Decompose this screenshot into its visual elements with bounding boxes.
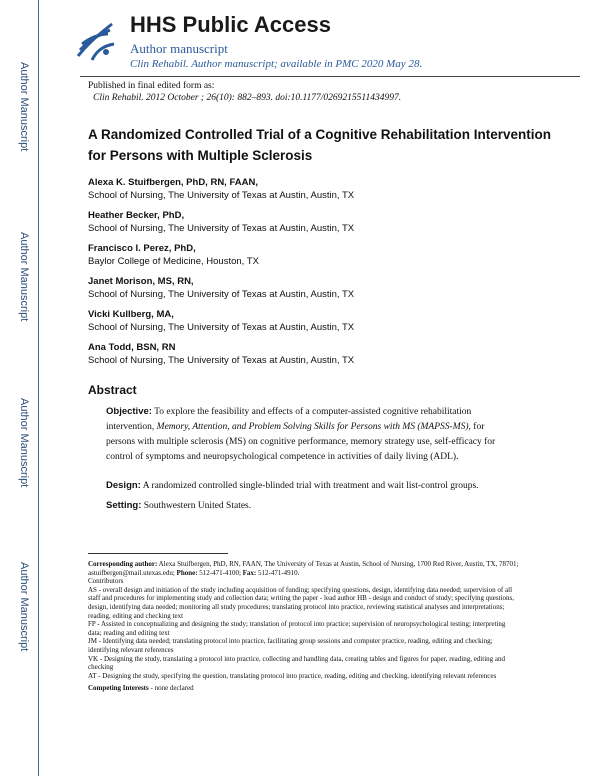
author-list — [88, 176, 558, 374]
contributor-vk: VK - Designing the study, translating a protocol into practice, collecting and handling data, creating tables and figures for paper, reading, editing and checking — [88, 654, 505, 672]
competing-interests-note — [88, 684, 520, 693]
author-name: Janet Morison, MS, RN, — [88, 276, 194, 287]
availability-note: Clin Rehabil. Author manuscript; available in PMC 2020 May 28. — [130, 58, 423, 70]
setting-text: Southwestern United States. — [141, 501, 252, 511]
author-entry — [88, 242, 558, 268]
abstract-objective — [106, 404, 511, 465]
author-affiliation: School of Nursing, The University of Texas at Austin, Austin, TX — [88, 355, 355, 366]
contributor-as: AS - overall design and initiation of the study including acquisition of funding; specifying questions, design, identifying data needed; supervision of all staff and procedures for implementing study and collection data; writing the paper - lead author HB - design and conduct of study; specifying questions, design, identifying data needed; monitoring all study procedures; translating protocol into practice, reviewing statistical analyses and interpretations; reading, editing and checking text — [88, 585, 514, 620]
contributor-jm: JM - Identifying data needed; translating protocol into practice, facilitating group sessions and computer practice, reading, editing and checking; identifying relevant references — [88, 637, 493, 654]
citation: Clin Rehabil. 2012 October ; 26(10): 882–893. doi:10.1177/0269215511434997. — [93, 93, 402, 103]
competing-interests-label: Competing Interests — [88, 684, 149, 693]
author-entry — [88, 209, 558, 235]
competing-interests-text: - none declared — [148, 684, 194, 693]
abstract-heading: Abstract — [88, 383, 137, 397]
contributor-at: AT - Designing the study, specifying the question, translating protocol into practice, reading, editing and checking, identifying relevant references — [88, 671, 497, 680]
publication-info — [88, 80, 401, 104]
sidebar-label-author-manuscript: Author Manuscript — [18, 62, 30, 152]
author-affiliation: School of Nursing, The University of Texas at Austin, Austin, TX — [88, 289, 355, 300]
design-label: Design: — [106, 480, 141, 491]
author-name: Ana Todd, BSN, RN — [88, 342, 176, 353]
sidebar-divider — [38, 0, 39, 776]
objective-text-continued: for persons with multiple sclerosis (MS) on cognitive performance, memory strategy use, self-efficacy for control of symptoms and neuropsychological competence in activities of daily living (ADL). — [106, 422, 496, 462]
author-affiliation: School of Nursing, The University of Texas at Austin, Austin, TX — [88, 322, 355, 333]
corresponding-author-label: Corresponding author: — [88, 560, 158, 568]
design-text: A randomized controlled single-blinded trial with treatment and wait list-control groups. — [140, 481, 479, 491]
fax-text: 512-471-4910. — [256, 568, 300, 577]
abstract-setting — [106, 498, 511, 514]
author-name: Heather Becker, PhD, — [88, 210, 185, 221]
contributors-heading: Contributors — [88, 577, 124, 586]
hhs-eagle-logo-icon — [72, 16, 120, 64]
author-entry — [88, 308, 558, 334]
author-manuscript-label: Author manuscript — [130, 41, 228, 56]
sidebar — [0, 0, 40, 776]
author-affiliation: School of Nursing, The University of Texas at Austin, Austin, TX — [88, 190, 355, 201]
sidebar-label-author-manuscript: Author Manuscript — [18, 232, 30, 322]
author-name: Francisco I. Perez, PhD, — [88, 243, 196, 254]
author-entry — [88, 176, 558, 202]
published-in-label: Published in final edited form as: — [88, 81, 215, 91]
footnote-divider — [88, 553, 228, 554]
objective-intervention-name: Memory, Attention, and Problem Solving Skills for Persons with MS (MAPSS-MS), — [156, 422, 471, 432]
sidebar-label-author-manuscript: Author Manuscript — [18, 398, 30, 488]
phone-label: Phone: — [176, 568, 198, 577]
sidebar-label-author-manuscript: Author Manuscript — [18, 562, 30, 652]
corresponding-author-text: Alexa Stuifbergen, PhD, RN, FAAN, The University of Texas at Austin, School of Nursing, 1700 Red River, Austin, TX, 78701; astuifbergen@mail.utexas.edu; — [88, 560, 519, 577]
header-divider — [80, 76, 580, 77]
page-title: HHS Public Access — [130, 12, 331, 37]
setting-label: Setting: — [106, 500, 142, 511]
author-name: Alexa K. Stuifbergen, PhD, RN, FAAN, — [88, 177, 258, 188]
contributor-fp: FP - Assisted in conceptualizing and designing the study; translation of protocol into practice; supervision of neuropsychological testing; interpreting data; reading and editing text — [88, 620, 506, 637]
footnotes — [88, 560, 520, 693]
header — [62, 0, 582, 78]
fax-label: Fax: — [242, 568, 257, 577]
author-affiliation: Baylor College of Medicine, Houston, TX — [88, 256, 259, 267]
corresponding-author-note — [88, 560, 520, 577]
objective-text: To explore the feasibility and effects of a computer-assisted cognitive rehabilitation intervention, — [106, 407, 472, 432]
article-title: A Randomized Controlled Trial of a Cognitive Rehabilitation Intervention for Persons with Multiple Sclerosis — [88, 127, 552, 163]
author-name: Vicki Kullberg, MA, — [88, 309, 174, 320]
objective-label: Objective: — [106, 406, 152, 417]
author-entry — [88, 275, 558, 301]
abstract-design — [106, 478, 511, 494]
author-entry — [88, 341, 558, 367]
author-affiliation: School of Nursing, The University of Texas at Austin, Austin, TX — [88, 223, 355, 234]
phone-text: 512-471-4100; — [197, 568, 243, 577]
